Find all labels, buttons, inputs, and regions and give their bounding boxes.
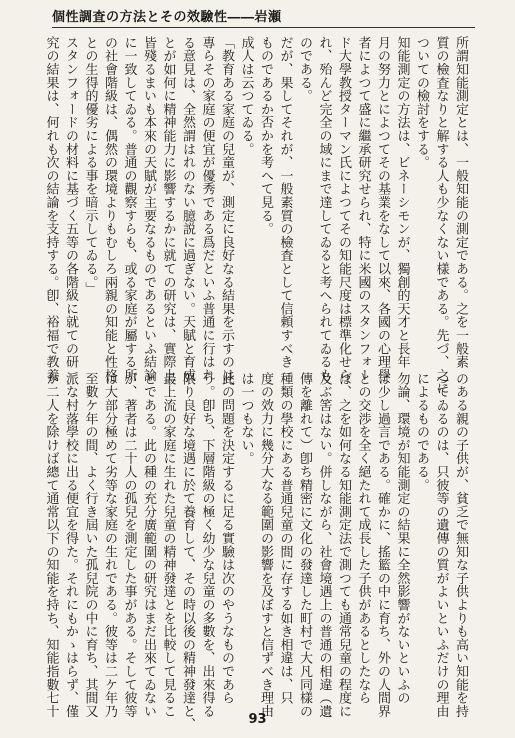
text-column: との生得的優劣による事を暗示してゐる。」 [82,36,98,296]
text-column: に一致してゐる。普通の觀察すらも、或る家庭が屬する所 [121,36,137,382]
text-column: 此の問題を決定するに足る實驗は次のやうなものであら [219,372,234,705]
text-column: の社會階級は、偶然の環境よりもむしろ兩親の知能と性格 [102,36,117,382]
text-column: 種類の學校にある普通兒童の間に存する如き相違は、只 [277,372,293,705]
text-column: とである。此の種の充分廣範圍の研究はまだ出來てゐない [141,372,156,718]
text-column: 至數ケ年の間、よく行き屆いた孤兒院の中に育ち、其間又 [82,372,98,718]
text-column: 者によつて盛に繼承研究せられ、特に米國のスタンフォー [355,36,371,382]
text-column: のある親の子供が、貧乏で無知な子供よりも高い知能を持 [453,372,468,718]
text-column: ド大學教授ターマン氏によつてその知能尺度は標準化せら [336,36,351,382]
text-column: 質の檢査なりと解する人も少なくない樣である。先づ、之に [433,36,449,396]
text-column: 限り良好な境遇に於て養育して、その時以後の精神發達と、 [180,372,195,732]
text-column: 知能測定の方法は、ビネーシモンが、獨創的天才と長年 [394,36,410,369]
text-column: 專らその家庭の便宜が優秀である爲だといふ普通に行はれ [199,36,215,382]
text-column: 度の效力に幾分大なる範圍の影響を及ぼすと信ずべき理由 [258,372,273,718]
text-column: れ、殆んど完全の域にまで達してゐると考へられてゐるも [316,36,332,382]
text-column: ものであるか否かを考へて見る。 [258,36,273,236]
text-column: 皆殘るまいも本來の天賦が主要なるものであるといふ結論 [141,36,156,382]
page-number: 93 [248,712,267,727]
text-column: が、著者は二十人の孤兒を測定した事がある。そして彼等 [121,372,137,718]
text-column: 月の努力とによつてその基業をなして以來、各國の心理學 [375,36,390,382]
text-column: る意見は、全然謂はれのない臆説に過ぎない。天賦と育成 [180,36,195,382]
text-column: によるものである。 [414,372,429,492]
running-header: 個性調査の方法とその效驗性――岩瀬 [52,10,282,25]
text-column: 「教育ある家庭の兒童が、測定に良好なる結果を示すのは、 [219,36,234,396]
text-column: 最上流の家庭に生れた兒童の精神發達とを比較して見るこ [160,372,176,718]
text-column: スタンフォードの材料に基づく五等の各階級に就ての研 [63,36,78,369]
text-column: 勿論、環境が知能測定の結果に全然影響がないといふの [394,372,410,705]
text-column: 傳を離れて）卽ち精密に文化の發達した町村で大凡同樣の [297,372,312,718]
text-column: ば、之を如何なる知能測定法で測つても通常兒童の程度に [336,372,351,718]
text-column: との交渉を全く絕たれて成長した子供があるとしたなら [355,372,371,705]
text-column: だが、果してそれが、一般素質の檢査として信頼すべき [277,36,293,369]
text-column: 究の結果は、何れも次の結論を支持する。卽、裕福で教養 [43,36,59,382]
text-column: とが如何に精神能力に影響するかに就ての研究は、實際上 [160,36,176,382]
upper-text-block [43,36,470,396]
text-column: う。卽ち、下層階級の極く幼少な兒童の多數を、出來得る [199,372,215,718]
text-column: 派な村落學校に出る便宜を得た。それにもかゝはらず、僅 [63,372,78,718]
text-column: は一つもない。 [238,372,254,466]
text-column: 所謂知能測定とは、一般知能の測定である。之を一般素 [453,36,468,369]
text-column: つてゐるのは、只彼等の遺傳の質がよいといふだけの理由 [433,372,449,718]
text-column: か二人を除けば總て通常以下の知能を持ち、知能指數七十 [43,372,59,718]
text-column: のである。 [297,36,312,103]
text-column: は少し過言である。確かに、搖籃の中に育ち、外の人間界 [375,372,390,718]
header-rule [52,27,475,28]
text-column: ついての檢討をする。 [414,36,429,169]
text-column: は大部分極めて劣等な家庭の生れである。彼等は二ケ年乃 [102,372,117,718]
text-column: 及ぶ筈はない。併しながら、社會境遇上の普通の相違（遺 [316,372,332,718]
text-column: 成人は云つてゐる。 [238,36,254,156]
